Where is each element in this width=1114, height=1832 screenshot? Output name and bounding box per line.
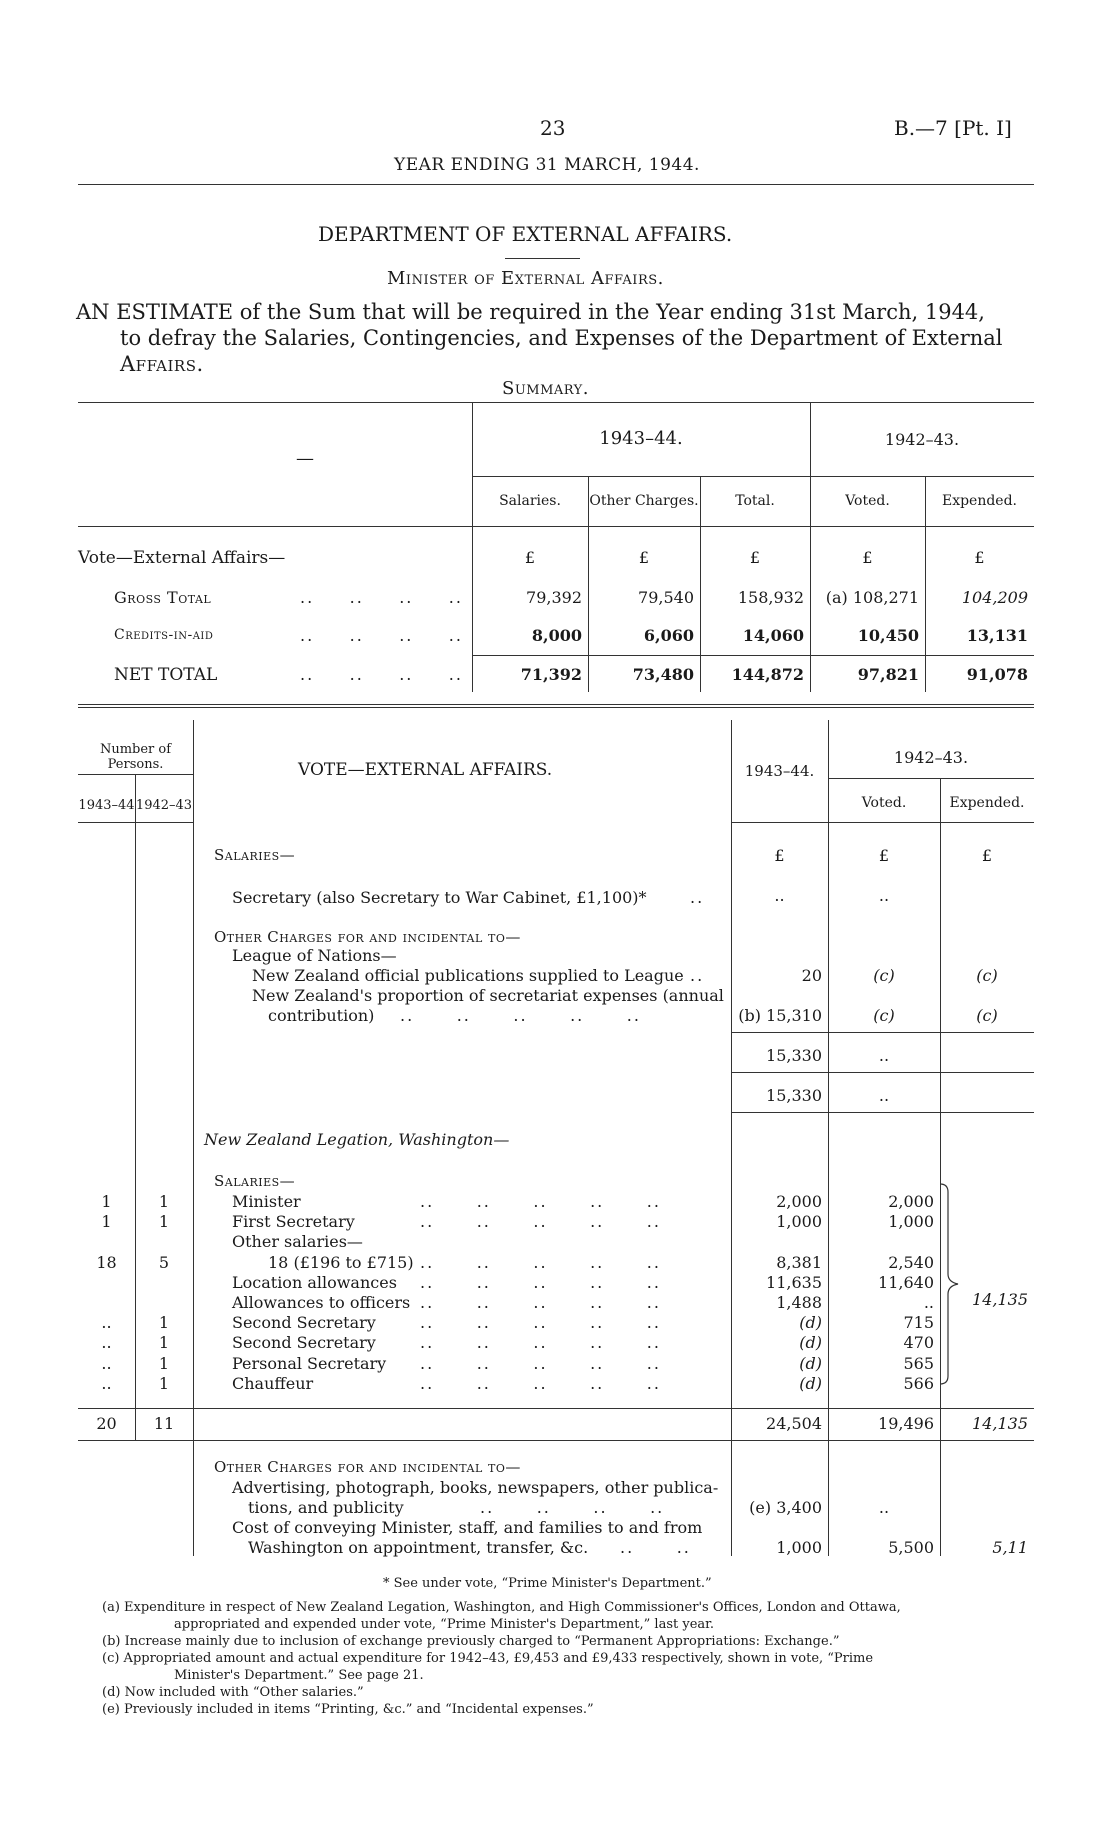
number-of-persons-header: Number of Persons.	[99, 742, 172, 772]
credits-salaries: 8,000	[531, 626, 582, 645]
persons-col-1942-43: 1942–43	[135, 798, 193, 813]
leader-dots: .. .. .. .. ..	[420, 1293, 661, 1312]
nz-proportion-expended: (c)	[976, 1006, 998, 1025]
summary-head-bottom-rule	[78, 526, 1034, 527]
nz-publications-label: New Zealand official publications supplied to League	[252, 966, 684, 985]
row-label: Allowances to officers	[232, 1293, 411, 1312]
gross-voted: (a) 108,271	[825, 588, 919, 607]
leader-dots: .. .. .. ..	[300, 588, 463, 607]
summary-col-voted: Voted.	[845, 493, 890, 509]
legation-total-bottom-rule	[78, 1440, 1034, 1441]
summary-col-salaries: Salaries.	[499, 493, 561, 509]
leader-dots: .. .. .. ..	[300, 665, 463, 684]
row-label: Personal Secretary	[232, 1354, 387, 1373]
currency-symbol: £	[638, 548, 650, 567]
secretary-line: Secretary (also Secretary to War Cabinet, £1,100)*	[232, 888, 647, 907]
row-label: 18 (£196 to £715)	[268, 1253, 414, 1272]
row-voted: 566	[903, 1374, 934, 1393]
title-short-rule	[505, 258, 580, 259]
nz-proportion-label-1: New Zealand's proportion of secretariat expenses (annual	[252, 986, 724, 1005]
summary-col-total: Total.	[735, 493, 775, 509]
estimate-line-1: AN ESTIMATE of the Sum that will be required in the Year ending 31st March, 1944,	[76, 300, 985, 324]
summary-bottom-double-rule	[78, 704, 1034, 708]
legation-bracket-expended: 14,135	[972, 1290, 1028, 1309]
conveying-label-2: Washington on appointment, transfer, &c.	[248, 1538, 589, 1557]
vote-title: VOTE—EXTERNAL AFFAIRS.	[298, 760, 553, 780]
persons-subhead-rule	[78, 774, 193, 775]
row-label: Other salaries—	[232, 1232, 363, 1251]
row-persons-1943-44: 18	[96, 1253, 117, 1272]
legation-salaries-total-1943-44: 24,504	[766, 1414, 822, 1433]
league-subtotal-1943-44: 15,330	[766, 1046, 822, 1065]
row-persons-1943-44: ..	[101, 1354, 112, 1373]
conveying-voted: 5,500	[888, 1538, 934, 1557]
footnote-e: (e) Previously included in items “Printing, &c.” and “Incidental expenses.”	[102, 1702, 594, 1717]
salaries-heading: Salaries—	[214, 846, 296, 864]
row-1943-44: 1,000	[776, 1212, 822, 1231]
expended-brace	[938, 1182, 968, 1386]
detail-vline	[193, 720, 194, 1556]
persons-col-1943-44: 1943–44	[78, 798, 135, 813]
summary-blank-head: —	[296, 448, 314, 469]
leader-dots: ..	[690, 888, 705, 907]
gross-total: 158,932	[737, 588, 804, 607]
advertising-voted: ..	[878, 1498, 890, 1517]
year-ending-line: YEAR ENDING 31 MARCH, 1944.	[394, 155, 700, 175]
leader-dots: .. .. .. .. ..	[420, 1354, 661, 1373]
row-voted: 715	[903, 1313, 934, 1332]
row-label: Chauffeur	[232, 1374, 314, 1393]
nz-publications-voted: (c)	[873, 966, 895, 985]
row-label: Second Secretary	[232, 1313, 376, 1332]
row-persons-1942-43: 1	[158, 1212, 170, 1231]
net-other-charges: 73,480	[632, 665, 694, 684]
footnote-c-line-1: (c) Appropriated amount and actual expenditure for 1942–43, £9,453 and £9,433 respectively, shown in vote, “Prime	[102, 1651, 874, 1666]
subtotal-rule	[731, 1032, 1034, 1033]
row-voted: 11,640	[878, 1273, 934, 1292]
leader-dots: .. .. .. .. ..	[420, 1253, 661, 1272]
row-voted: 565	[903, 1354, 934, 1373]
leader-dots: .. .. .. ..	[480, 1498, 665, 1517]
document-reference: B.—7 [Pt. I]	[894, 116, 1012, 140]
row-label: Minister	[232, 1192, 301, 1211]
detail-col-1943-44: 1943–44.	[744, 762, 815, 780]
footnote-star: * See under vote, “Prime Minister's Department.”	[383, 1576, 712, 1591]
leader-dots: .. ..	[620, 1538, 691, 1557]
gross-salaries: 79,392	[526, 588, 582, 607]
leader-dots: ..	[690, 966, 705, 985]
nz-publications-1943-44: 20	[801, 966, 822, 985]
row-persons-1942-43: 1	[158, 1354, 170, 1373]
nz-publications-expended: (c)	[976, 966, 998, 985]
legation-heading: New Zealand Legation, Washington—	[204, 1130, 510, 1149]
footnote-a-line-2: appropriated and expended under vote, “Prime Minister's Department,” last year.	[174, 1617, 715, 1632]
credits-expended: 13,131	[966, 626, 1028, 645]
subtotal-rule	[731, 1072, 1034, 1073]
secretary-voted: ..	[878, 886, 890, 905]
row-persons-1942-43: 1	[158, 1192, 170, 1211]
currency-symbol: £	[878, 846, 890, 865]
credits-in-aid-label: Credits-in-aid	[114, 627, 214, 643]
net-salaries: 71,392	[520, 665, 582, 684]
summary-total-rule	[472, 655, 1034, 656]
net-voted: 97,821	[857, 665, 919, 684]
minister-heading: Minister of External Affairs.	[387, 268, 664, 289]
row-voted: ..	[923, 1293, 934, 1312]
row-1943-44: 1,488	[776, 1293, 822, 1312]
summary-group-1942-43: 1942–43.	[884, 430, 960, 449]
legation-other-charges-heading: Other Charges for and incidental to—	[214, 1458, 521, 1476]
page-number: 23	[540, 116, 566, 140]
subtotal-rule	[731, 1112, 1034, 1113]
leader-dots: .. .. .. .. ..	[420, 1333, 661, 1352]
department-title: DEPARTMENT OF EXTERNAL AFFAIRS.	[318, 222, 733, 246]
net-expended: 91,078	[966, 665, 1028, 684]
legation-salaries-total-expended: 14,135	[972, 1414, 1028, 1433]
header-rule	[78, 184, 1034, 185]
row-1943-44: (d)	[799, 1313, 822, 1332]
gross-expended: 104,209	[961, 588, 1028, 607]
row-persons-1943-44: 1	[101, 1192, 112, 1211]
summary-group-1943-44: 1943–44.	[599, 428, 683, 449]
currency-symbol: £	[749, 548, 761, 567]
row-label: Second Secretary	[232, 1333, 376, 1352]
currency-symbol: £	[981, 846, 993, 865]
row-persons-1943-44: ..	[101, 1313, 112, 1332]
detail-head-bottom-rule	[731, 822, 1034, 823]
row-1943-44: (d)	[799, 1333, 822, 1352]
row-voted: 2,540	[888, 1253, 934, 1272]
summary-subhead-rule	[472, 476, 1034, 477]
row-1943-44: 2,000	[776, 1192, 822, 1211]
legation-total-rule	[78, 1408, 1034, 1409]
row-1943-44: (d)	[799, 1354, 822, 1373]
summary-col-other-charges: Other Charges.	[589, 493, 699, 509]
row-1943-44: 8,381	[776, 1253, 822, 1272]
leader-dots: .. .. .. .. ..	[420, 1374, 661, 1393]
league-subtotal-voted: ..	[878, 1046, 890, 1065]
persons-bottom-rule	[78, 822, 193, 823]
nz-proportion-1943-44: (b) 15,310	[738, 1006, 822, 1025]
other-charges-heading: Other Charges for and incidental to—	[214, 928, 521, 946]
row-persons-1942-43: 5	[158, 1253, 170, 1272]
currency-symbol: £	[774, 846, 785, 865]
row-1943-44: 11,635	[766, 1273, 822, 1292]
currency-symbol: £	[524, 548, 536, 567]
gross-other-charges: 79,540	[638, 588, 694, 607]
advertising-label-1: Advertising, photograph, books, newspapers, other publica-	[232, 1478, 719, 1497]
other-charges-total-1943-44: 15,330	[766, 1086, 822, 1105]
leader-dots: .. .. .. ..	[300, 626, 463, 645]
currency-symbol: £	[974, 548, 985, 567]
summary-vote-label: Vote—External Affairs—	[78, 548, 286, 568]
row-persons-1942-43: 1	[158, 1313, 170, 1332]
detail-col-expended: Expended.	[949, 795, 1025, 811]
footnote-d: (d) Now included with “Other salaries.”	[102, 1685, 364, 1700]
other-charges-total-voted: ..	[878, 1086, 890, 1105]
row-label: Location allowances	[232, 1273, 397, 1292]
footnote-b: (b) Increase mainly due to inclusion of exchange previously charged to “Permanent Appropriations: Exchange.”	[102, 1634, 840, 1649]
gross-total-label: Gross Total	[114, 588, 212, 607]
detail-subhead-rule	[828, 778, 1034, 779]
league-of-nations: League of Nations—	[232, 946, 397, 965]
row-persons-1943-44: 1	[101, 1212, 112, 1231]
conveying-1943-44: 1,000	[776, 1538, 822, 1557]
nz-proportion-voted: (c)	[873, 1006, 895, 1025]
total-persons-1943-44: 20	[96, 1414, 117, 1433]
row-1943-44: (d)	[799, 1374, 822, 1393]
estimate-line-2: to defray the Salaries, Contingencies, and Expenses of the Department of External	[120, 326, 1003, 350]
advertising-label-2: tions, and publicity	[248, 1498, 404, 1517]
net-total: 144,872	[731, 665, 804, 684]
estimate-line-3: Affairs.	[120, 352, 204, 376]
detail-group-1942-43: 1942–43.	[893, 748, 969, 767]
summary-heading: Summary.	[502, 378, 589, 399]
leader-dots: .. .. .. .. ..	[420, 1273, 661, 1292]
detail-col-voted: Voted.	[861, 795, 907, 811]
currency-symbol: £	[862, 548, 873, 567]
credits-voted: 10,450	[857, 626, 919, 645]
secretary-1943-44: ..	[774, 886, 785, 905]
leader-dots: .. .. .. .. ..	[420, 1212, 661, 1231]
row-persons-1943-44: ..	[101, 1374, 112, 1393]
total-persons-1942-43: 11	[153, 1414, 175, 1433]
footnote-a-line-1: (a) Expenditure in respect of New Zealand Legation, Washington, and High Commissioner's Offices, London and Ottawa,	[102, 1600, 901, 1615]
leader-dots: .. .. .. .. ..	[420, 1192, 661, 1211]
credits-other-charges: 6,060	[643, 626, 694, 645]
row-label: First Secretary	[232, 1212, 355, 1231]
legation-salaries-heading: Salaries—	[214, 1172, 296, 1190]
leader-dots: .. .. .. .. ..	[420, 1313, 661, 1332]
row-voted: 470	[903, 1333, 934, 1352]
leader-dots: .. .. .. .. ..	[400, 1006, 641, 1025]
row-voted: 1,000	[888, 1212, 934, 1231]
advertising-1943-44: (e) 3,400	[749, 1498, 822, 1517]
conveying-expended: 5,11	[992, 1538, 1028, 1557]
nz-proportion-label-2: contribution)	[268, 1006, 375, 1025]
net-total-label: NET TOTAL	[114, 665, 218, 685]
row-persons-1942-43: 1	[158, 1333, 170, 1352]
legation-salaries-total-voted: 19,496	[878, 1414, 934, 1433]
conveying-label-1: Cost of conveying Minister, staff, and families to and from	[232, 1518, 703, 1537]
footnote-c-line-2: Minister's Department.” See page 21.	[174, 1668, 424, 1683]
summary-top-rule	[78, 402, 1034, 403]
row-voted: 2,000	[888, 1192, 934, 1211]
row-persons-1943-44: ..	[101, 1333, 112, 1352]
credits-total: 14,060	[742, 626, 804, 645]
summary-col-expended: Expended.	[941, 493, 1018, 509]
row-persons-1942-43: 1	[158, 1374, 170, 1393]
